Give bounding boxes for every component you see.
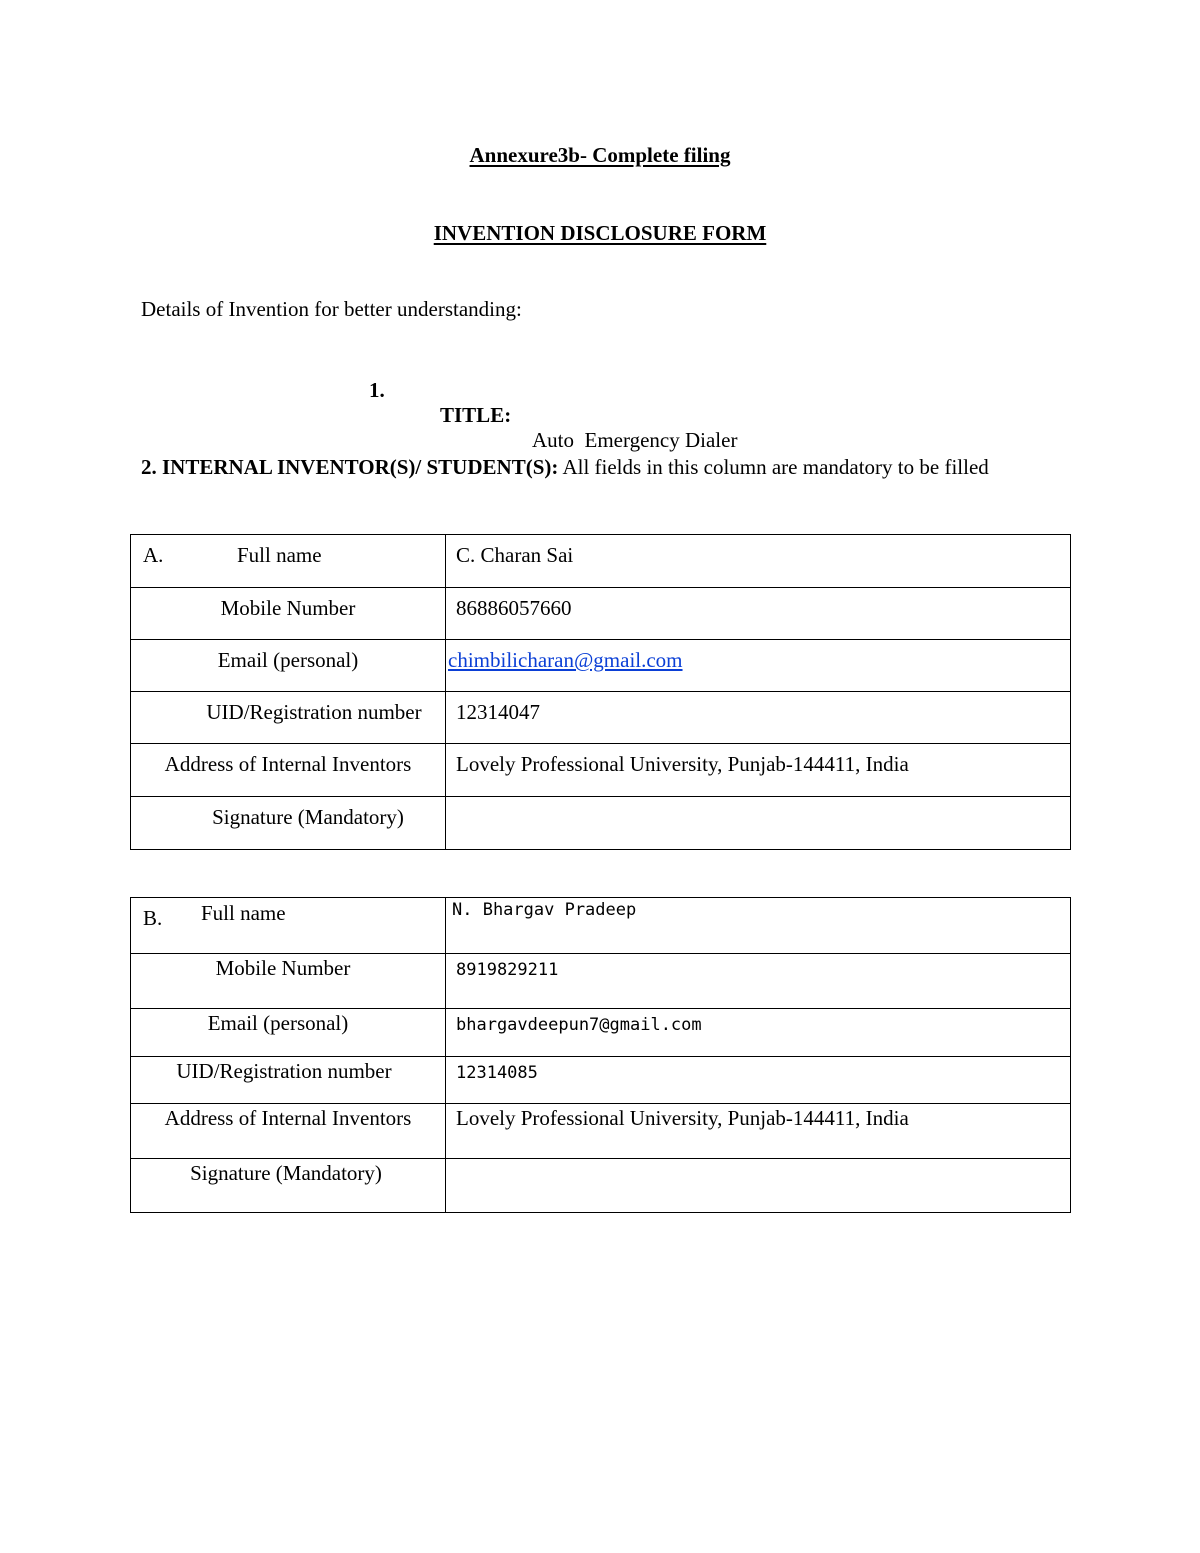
label-cell <box>131 954 446 1009</box>
signature-cell[interactable] <box>446 1159 1071 1213</box>
inventor-a-table <box>130 534 1071 850</box>
value-cell <box>446 588 1071 640</box>
value-cell <box>446 1057 1071 1104</box>
label-cell <box>131 535 446 588</box>
mobile-value: 86886057660 <box>456 596 572 620</box>
field-label: Email (personal) <box>217 648 359 672</box>
full-name-value: C. Charan Sai <box>456 543 574 567</box>
table-row <box>131 1159 1071 1213</box>
value-cell <box>446 898 1071 954</box>
section-2-label: 2. INTERNAL INVENTOR(S)/ STUDENT(S): <box>141 455 559 479</box>
uid-value: 12314047 <box>456 700 540 724</box>
table-row <box>131 535 1071 588</box>
inventor-b-table <box>130 897 1071 1213</box>
value-cell <box>446 1104 1071 1159</box>
label-cell <box>131 1057 446 1104</box>
table-row <box>131 1057 1071 1104</box>
table-row <box>131 898 1071 954</box>
value-cell <box>446 744 1071 797</box>
form-title: INVENTION DISCLOSURE FORM <box>433 221 767 245</box>
title-value: Auto Emergency Dialer <box>532 428 738 452</box>
field-label: Email (personal) <box>207 1011 349 1035</box>
field-label: Full name <box>237 543 322 567</box>
intro-text: Details of Invention for better understanding: <box>141 297 522 321</box>
table-row <box>131 692 1071 744</box>
label-cell <box>131 588 446 640</box>
inventor-letter: A. <box>143 543 164 567</box>
annexure-heading: Annexure3b- Complete filing <box>469 143 731 167</box>
address-value: Lovely Professional University, Punjab-144411, India <box>456 752 909 776</box>
table-row <box>131 1104 1071 1159</box>
field-label: Signature (Mandatory) <box>212 805 404 829</box>
label-cell <box>131 1159 446 1213</box>
label-cell <box>131 744 446 797</box>
table-row <box>131 588 1071 640</box>
title-number: 1. <box>369 378 385 402</box>
label-cell <box>131 898 446 954</box>
section-2-note: All fields in this column are mandatory to be filled <box>562 455 989 479</box>
label-cell <box>131 1009 446 1057</box>
table-row <box>131 954 1071 1009</box>
email-link[interactable]: chimbilicharan@gmail.com <box>448 648 683 672</box>
field-label: Address of Internal Inventors <box>164 1106 412 1130</box>
value-cell <box>446 692 1071 744</box>
signature-cell[interactable] <box>446 797 1071 850</box>
inventor-letter: B. <box>143 906 163 930</box>
field-label: Signature (Mandatory) <box>190 1161 382 1185</box>
signature-value <box>456 1159 1070 1167</box>
label-cell <box>131 692 446 744</box>
field-label: UID/Registration number <box>206 700 422 724</box>
signature-value <box>456 797 1070 805</box>
value-cell <box>446 535 1071 588</box>
label-cell <box>131 640 446 692</box>
table-row <box>131 1009 1071 1057</box>
table-row <box>131 744 1071 797</box>
value-cell <box>446 954 1071 1009</box>
label-cell <box>131 1104 446 1159</box>
address-value: Lovely Professional University, Punjab-144411, India <box>456 1106 909 1130</box>
field-label: Mobile Number <box>220 596 356 620</box>
value-cell <box>446 1009 1071 1057</box>
field-label: Full name <box>201 901 286 925</box>
section-2-heading <box>141 452 1061 482</box>
full-name-value: N. Bhargav Pradeep <box>452 900 637 920</box>
field-label: Mobile Number <box>215 956 351 980</box>
mobile-value: 8919829211 <box>456 960 559 980</box>
table-row <box>131 640 1071 692</box>
field-label: Address of Internal Inventors <box>164 752 412 776</box>
table-row <box>131 797 1071 850</box>
email-value: bhargavdeepun7@gmail.com <box>456 1015 702 1035</box>
field-label: UID/Registration number <box>176 1059 392 1083</box>
uid-value: 12314085 <box>456 1063 538 1083</box>
label-cell <box>131 797 446 850</box>
title-item <box>369 353 738 453</box>
value-cell <box>446 640 1071 692</box>
title-label: TITLE: <box>440 403 512 427</box>
